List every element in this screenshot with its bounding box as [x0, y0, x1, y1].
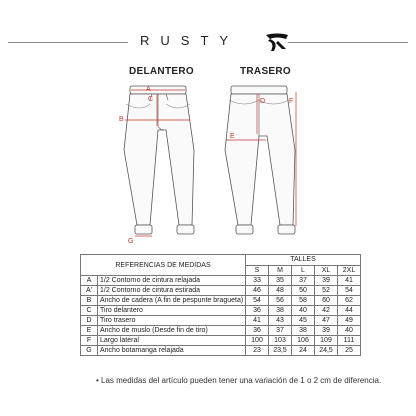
row-value: 40	[338, 326, 361, 336]
row-value: 54	[246, 296, 269, 306]
row-value: 40	[292, 306, 315, 316]
row-code: C	[81, 306, 98, 316]
row-value: 43	[269, 316, 292, 326]
size-header: XL	[315, 265, 338, 276]
row-value: 56	[269, 296, 292, 306]
row-value: 45	[292, 316, 315, 326]
row-value: 24,5	[315, 346, 338, 356]
row-value: 24	[292, 346, 315, 356]
row-value: 23,5	[269, 346, 292, 356]
row-code: D	[81, 316, 98, 326]
table-header-references: REFERENCIAS DE MEDIDAS	[81, 255, 246, 276]
row-value: 37	[269, 326, 292, 336]
measurement-note: • Las medidas del artículo pueden tener una variación de 1 o 2 cm de diferencia.	[96, 376, 382, 385]
table-row	[81, 326, 361, 336]
row-value: 36	[246, 306, 269, 316]
row-value: 25	[338, 346, 361, 356]
row-value: 50	[292, 286, 315, 296]
row-code: B	[81, 296, 98, 306]
row-value: 46	[246, 286, 269, 296]
row-value: 23	[246, 346, 269, 356]
row-value: 49	[338, 316, 361, 326]
label-b: B	[119, 116, 124, 123]
row-description: Ancho de cadera (A fin de pespunte bragueta)	[98, 296, 246, 306]
table-row	[81, 286, 361, 296]
row-value: 44	[338, 306, 361, 316]
row-description: Ancho de muslo (Desde fin de tiro)	[98, 326, 246, 336]
row-value: 106	[292, 336, 315, 346]
row-value: 103	[269, 336, 292, 346]
front-view-title: DELANTERO	[129, 66, 194, 77]
row-value: 37	[292, 276, 315, 286]
row-value: 60	[315, 296, 338, 306]
row-value: 38	[292, 326, 315, 336]
row-code: F	[81, 336, 98, 346]
label-a: A	[146, 86, 151, 93]
row-description: 1/2 Contorno de cintura estirada	[98, 286, 246, 296]
table-row	[81, 316, 361, 326]
row-value: 100	[246, 336, 269, 346]
label-e: E	[230, 133, 235, 140]
size-header: S	[246, 265, 269, 276]
label-c: C	[148, 96, 154, 103]
row-description: Largo lateral	[98, 336, 246, 346]
table-row	[81, 336, 361, 346]
row-value: 33	[246, 276, 269, 286]
row-value: 42	[315, 306, 338, 316]
size-header: 2XL	[338, 265, 361, 276]
back-view-title: TRASERO	[240, 66, 291, 77]
table-row	[81, 296, 361, 306]
row-value: 62	[338, 296, 361, 306]
row-value: 47	[315, 316, 338, 326]
table-header-sizes: TALLES	[246, 255, 361, 266]
row-code: E	[81, 326, 98, 336]
row-code: A	[81, 276, 98, 286]
label-g: G	[128, 238, 134, 245]
row-code: G	[81, 346, 98, 356]
brand-name: RUSTY	[140, 33, 240, 48]
row-value: 36	[246, 326, 269, 336]
table-row	[81, 346, 361, 356]
row-value: 39	[315, 326, 338, 336]
row-value: 48	[269, 286, 292, 296]
table-row	[81, 276, 361, 286]
back-pants-outline	[225, 86, 295, 234]
size-header: M	[269, 265, 292, 276]
row-value: 52	[315, 286, 338, 296]
size-header: L	[292, 265, 315, 276]
front-pants-outline	[124, 86, 194, 234]
row-value: 111	[338, 336, 361, 346]
row-value: 38	[269, 306, 292, 316]
table-row	[81, 306, 361, 316]
label-d: D	[260, 98, 266, 105]
row-value: 35	[269, 276, 292, 286]
row-value: 41	[246, 316, 269, 326]
row-value: 58	[292, 296, 315, 306]
row-value: 54	[338, 286, 361, 296]
row-code: A'	[81, 286, 98, 296]
row-description: Tiro delantero	[98, 306, 246, 316]
row-value: 41	[338, 276, 361, 286]
row-description: 1/2 Contorno de cintura relajada	[98, 276, 246, 286]
row-value: 109	[315, 336, 338, 346]
size-table	[80, 254, 361, 356]
row-description: Ancho botamanga relajada	[98, 346, 246, 356]
row-value: 39	[315, 276, 338, 286]
row-description: Tiro trasero	[98, 316, 246, 326]
label-f: F	[289, 98, 294, 105]
